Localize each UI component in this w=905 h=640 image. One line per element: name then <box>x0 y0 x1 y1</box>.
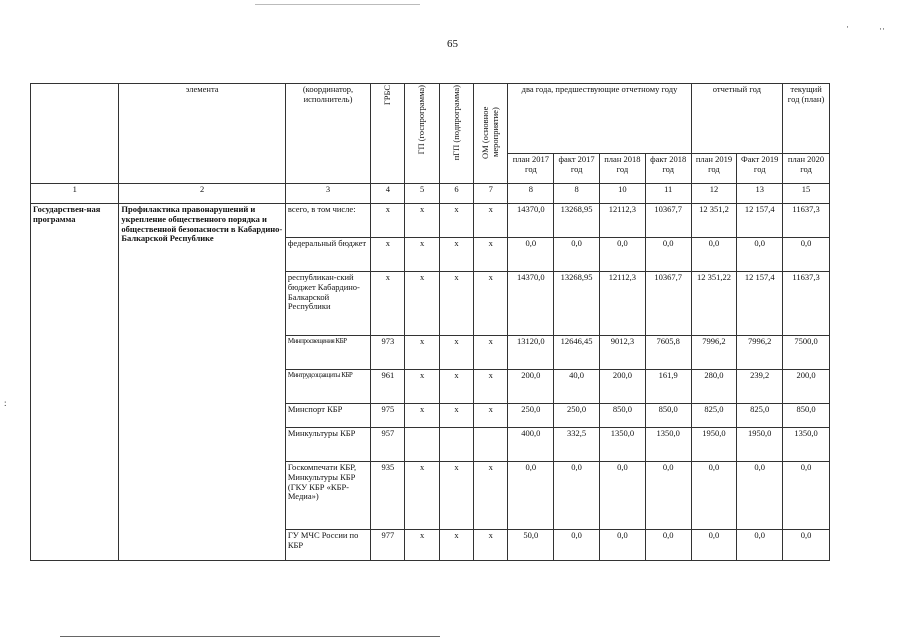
value-cell: 0,0 <box>508 238 554 272</box>
value-cell: 850,0 <box>600 404 646 428</box>
gp-cell <box>405 428 439 462</box>
value-cell: 0,0 <box>783 238 830 272</box>
subheader-cell: план 2017 год <box>508 154 554 184</box>
pgp-cell <box>439 428 473 462</box>
grbs-cell: x <box>371 204 405 238</box>
column-number: 13 <box>737 184 783 204</box>
gp-cell: x <box>405 404 439 428</box>
column-number-row <box>31 184 830 204</box>
scan-mark: · <box>846 22 849 32</box>
executor-cell: Минкультуры КБР <box>285 428 370 462</box>
value-cell: 7996,2 <box>691 336 737 370</box>
program-name: Профилактика правонарушений и укрепление общественного порядка и общественной безопасности в Кабардино-Балкарской Республике <box>119 204 285 561</box>
scan-line-top <box>255 4 420 5</box>
subheader-cell: Факт 2019 год <box>737 154 783 184</box>
value-cell: 10367,7 <box>645 272 691 336</box>
gp-cell: x <box>405 370 439 404</box>
value-cell: 12 157,4 <box>737 204 783 238</box>
column-number: 1 <box>31 184 119 204</box>
value-cell: 7605,8 <box>645 336 691 370</box>
value-cell: 12 351,22 <box>691 272 737 336</box>
value-cell: 200,0 <box>508 370 554 404</box>
value-cell: 250,0 <box>554 404 600 428</box>
program-type: Государствен-ная программа <box>31 204 119 561</box>
grbs-cell: 977 <box>371 530 405 561</box>
scan-mark: : <box>4 398 7 408</box>
value-cell: 1350,0 <box>783 428 830 462</box>
om-cell: x <box>474 530 508 561</box>
scan-mark: ·· <box>879 24 885 34</box>
executor-cell: всего, в том числе: <box>285 204 370 238</box>
subheader-cell: план 2018 год <box>600 154 646 184</box>
budget-table <box>30 83 830 561</box>
value-cell: 0,0 <box>600 530 646 561</box>
value-cell: 0,0 <box>783 530 830 561</box>
value-cell: 280,0 <box>691 370 737 404</box>
gp-cell: x <box>405 462 439 530</box>
value-cell: 10367,7 <box>645 204 691 238</box>
value-cell: 12 351,2 <box>691 204 737 238</box>
value-cell: 13268,95 <box>554 204 600 238</box>
executor-cell: федеральный бюджет <box>285 238 370 272</box>
grbs-cell: 957 <box>371 428 405 462</box>
value-cell: 0,0 <box>645 238 691 272</box>
value-cell: 0,0 <box>691 462 737 530</box>
header-pgp: пГП (подпрограмма) <box>439 84 473 184</box>
value-cell: 12646,45 <box>554 336 600 370</box>
value-cell: 850,0 <box>783 404 830 428</box>
column-number: 5 <box>405 184 439 204</box>
header-row <box>31 84 830 154</box>
header-coordinator: (координатор, исполнитель) <box>285 84 370 184</box>
value-cell: 161,9 <box>645 370 691 404</box>
value-cell: 0,0 <box>737 462 783 530</box>
value-cell: 12 157,4 <box>737 272 783 336</box>
grbs-cell: x <box>371 238 405 272</box>
executor-cell: Минтрудсоцзащиты КБР <box>285 370 370 404</box>
gp-cell: x <box>405 530 439 561</box>
grbs-cell: 961 <box>371 370 405 404</box>
pgp-cell: x <box>439 238 473 272</box>
column-number: 12 <box>691 184 737 204</box>
column-number: 4 <box>371 184 405 204</box>
value-cell: 1950,0 <box>691 428 737 462</box>
value-cell: 0,0 <box>645 530 691 561</box>
value-cell: 200,0 <box>783 370 830 404</box>
header-om: ОМ (основное мероприятие) <box>474 84 508 184</box>
pgp-cell: x <box>439 370 473 404</box>
pgp-cell: x <box>439 462 473 530</box>
grbs-cell: 975 <box>371 404 405 428</box>
gp-cell: x <box>405 238 439 272</box>
grbs-cell: 973 <box>371 336 405 370</box>
value-cell: 12112,3 <box>600 272 646 336</box>
om-cell: x <box>474 272 508 336</box>
value-cell: 0,0 <box>508 462 554 530</box>
header-element: элемента <box>119 84 285 184</box>
value-cell: 0,0 <box>645 462 691 530</box>
header-report-year: отчетный год <box>691 84 783 154</box>
om-cell: x <box>474 370 508 404</box>
value-cell: 239,2 <box>737 370 783 404</box>
value-cell: 332,5 <box>554 428 600 462</box>
value-cell: 7500,0 <box>783 336 830 370</box>
header-grbs: ГРБС <box>371 84 405 184</box>
pgp-cell: x <box>439 272 473 336</box>
column-number: 3 <box>285 184 370 204</box>
executor-cell: Минпросвещения КБР <box>285 336 370 370</box>
om-cell: x <box>474 238 508 272</box>
value-cell: 1350,0 <box>645 428 691 462</box>
grbs-cell: 935 <box>371 462 405 530</box>
header-two-years: два года, предшествующие отчетному году <box>508 84 691 154</box>
om-cell <box>474 428 508 462</box>
executor-cell: Минспорт КБР <box>285 404 370 428</box>
value-cell: 7996,2 <box>737 336 783 370</box>
om-cell: x <box>474 462 508 530</box>
value-cell: 200,0 <box>600 370 646 404</box>
header-cell-empty <box>31 84 119 184</box>
executor-cell: Госкомпечати КБР, Минкультуры КБР (ГКУ КБР «КБР-Медиа») <box>285 462 370 530</box>
pgp-cell: x <box>439 336 473 370</box>
value-cell: 0,0 <box>554 530 600 561</box>
page-number: 65 <box>447 38 458 50</box>
value-cell: 9012,3 <box>600 336 646 370</box>
grbs-cell: x <box>371 272 405 336</box>
header-gp: ГП (госпрограмма) <box>405 84 439 184</box>
pgp-cell: x <box>439 404 473 428</box>
value-cell: 1350,0 <box>600 428 646 462</box>
table-row <box>31 204 830 238</box>
om-cell: x <box>474 404 508 428</box>
value-cell: 0,0 <box>737 238 783 272</box>
value-cell: 850,0 <box>645 404 691 428</box>
value-cell: 14370,0 <box>508 204 554 238</box>
column-number: 11 <box>645 184 691 204</box>
subheader-cell: факт 2017 год <box>554 154 600 184</box>
value-cell: 40,0 <box>554 370 600 404</box>
subheader-cell: факт 2018 год <box>645 154 691 184</box>
value-cell: 14370,0 <box>508 272 554 336</box>
value-cell: 0,0 <box>554 238 600 272</box>
value-cell: 13120,0 <box>508 336 554 370</box>
value-cell: 11637,3 <box>783 204 830 238</box>
value-cell: 0,0 <box>600 462 646 530</box>
value-cell: 11637,3 <box>783 272 830 336</box>
value-cell: 250,0 <box>508 404 554 428</box>
pgp-cell: x <box>439 204 473 238</box>
value-cell: 13268,95 <box>554 272 600 336</box>
value-cell: 825,0 <box>737 404 783 428</box>
pgp-cell: x <box>439 530 473 561</box>
column-number: 2 <box>119 184 285 204</box>
value-cell: 0,0 <box>691 238 737 272</box>
column-number: 8 <box>508 184 554 204</box>
gp-cell: x <box>405 204 439 238</box>
value-cell: 825,0 <box>691 404 737 428</box>
gp-cell: x <box>405 272 439 336</box>
subheader-cell: план 2019 год <box>691 154 737 184</box>
executor-cell: республикан-ский бюджет Кабардино-Балкарской Республики <box>285 272 370 336</box>
column-number: 6 <box>439 184 473 204</box>
om-cell: x <box>474 336 508 370</box>
subheader-cell: план 2020 год <box>783 154 830 184</box>
column-number: 7 <box>474 184 508 204</box>
value-cell: 0,0 <box>737 530 783 561</box>
gp-cell: x <box>405 336 439 370</box>
om-cell: x <box>474 204 508 238</box>
value-cell: 0,0 <box>691 530 737 561</box>
executor-cell: ГУ МЧС России по КБР <box>285 530 370 561</box>
value-cell: 400,0 <box>508 428 554 462</box>
value-cell: 0,0 <box>554 462 600 530</box>
column-number: 8 <box>554 184 600 204</box>
scan-line-bottom <box>60 636 440 637</box>
value-cell: 50,0 <box>508 530 554 561</box>
value-cell: 1950,0 <box>737 428 783 462</box>
value-cell: 0,0 <box>783 462 830 530</box>
column-number: 10 <box>600 184 646 204</box>
value-cell: 0,0 <box>600 238 646 272</box>
value-cell: 12112,3 <box>600 204 646 238</box>
header-current-year: текущий год (план) <box>783 84 830 154</box>
column-number: 15 <box>783 184 830 204</box>
